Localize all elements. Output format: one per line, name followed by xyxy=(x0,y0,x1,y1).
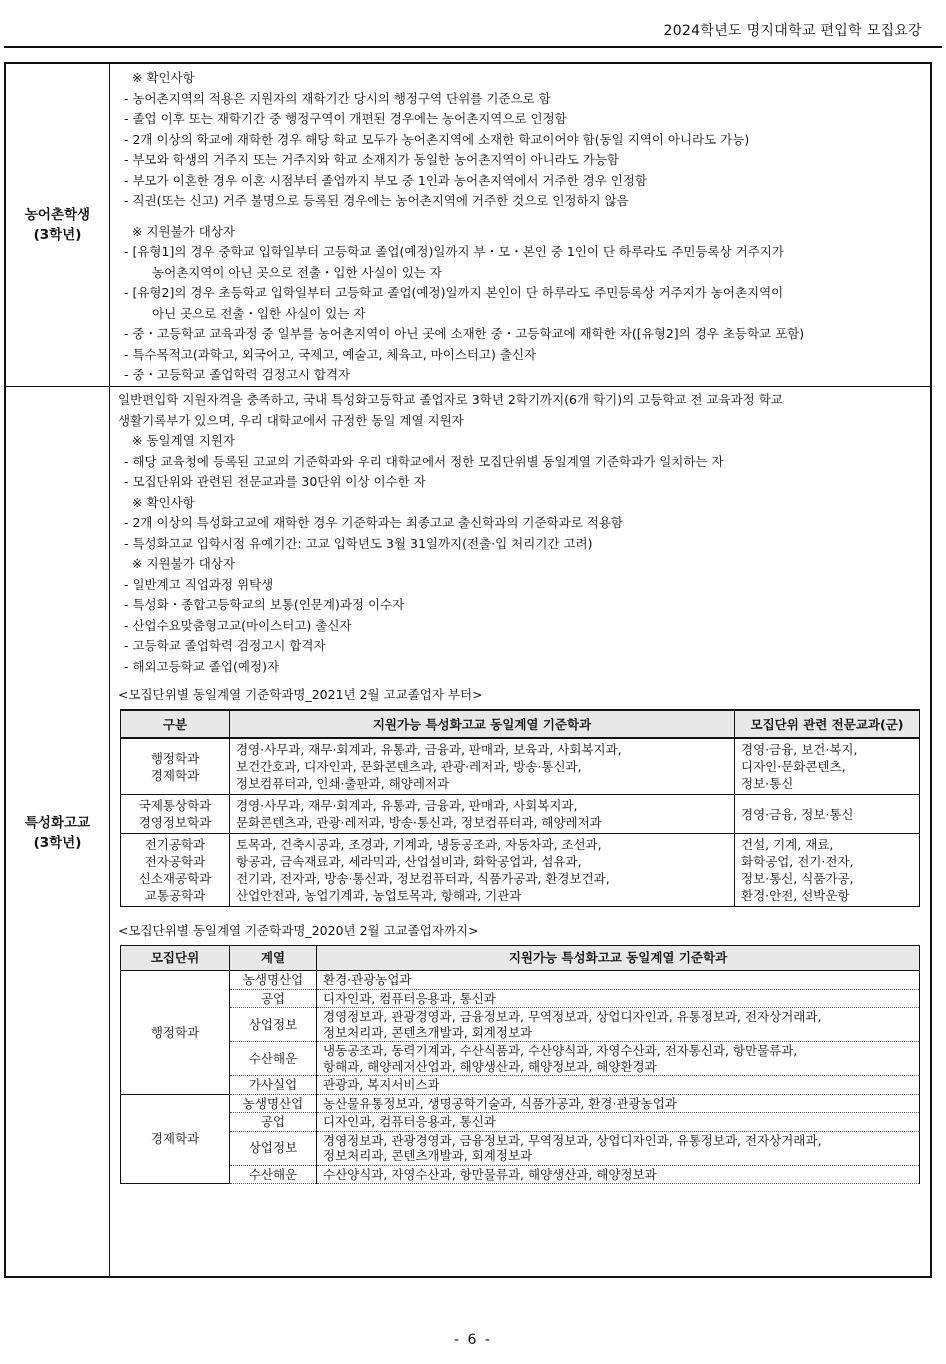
special-confirm-item: - 2개 이상의 특성화고교에 재학한 경우 기준학과는 최종고교 출신학과의 기준학과로 적용함 xyxy=(124,515,623,530)
rural-excluded-item: - [유형1]의 경우 중학교 입학일부터 고등학교 졸업(예정)일까지 부・모・본인 중 1인이 단 하루라도 주민등록상 거주지가 xyxy=(124,244,784,259)
special-excluded-item: - 일반계고 직업과정 위탁생 xyxy=(124,576,274,592)
table2-cell-field: 공업 xyxy=(230,1113,317,1132)
table1-header: 지원가능 특성화고교 동일계열 기준학과 xyxy=(230,710,735,738)
table1-cell-units: 전기공학과 전자공학과 신소재공학과 교통공학과 xyxy=(121,834,230,907)
special-same-item: - 모집단위와 관련된 전문교과를 30단위 이상 이수한 자 xyxy=(124,474,426,489)
rural-label-cell xyxy=(6,64,110,386)
special-excluded-item: - 해외고등학교 졸업(예정)자 xyxy=(124,658,280,674)
table2-header: 계열 xyxy=(230,946,317,971)
table2-cell-field: 상업정보 xyxy=(230,1008,317,1042)
table1-cell-subjects: 건설, 기계, 재료, 화학공업, 전기·전자, 정보·통신, 식품가공, 환경·안전, 선박운항 xyxy=(735,834,920,907)
special-intro: 일반편입학 지원자격을 충족하고, 국내 특성화고등학교 졸업자로 3학년 2학기까지(6개 학기)의 고등학교 전 교육과정 학교 xyxy=(118,392,783,407)
dept-table-2020 xyxy=(120,945,920,1184)
table2-row xyxy=(121,989,920,1008)
table1-row xyxy=(121,795,920,834)
rural-excluded-item: - [유형2]의 경우 초등학교 입학일부터 고등학교 졸업(예정)일까지 본인이 단 하루라도 주민등록상 거주지가 농어촌지역이 xyxy=(124,285,784,300)
rural-label-grade: (3학년) xyxy=(33,227,82,243)
rural-confirm-item: - 농어촌지역의 적용은 지원자의 재학기간 당시의 행정구역 단위를 기준으로 함 xyxy=(124,90,551,106)
table2-row xyxy=(121,1113,920,1132)
table1-cell-units: 국제통상학과 경영정보학과 xyxy=(121,795,230,834)
table1-caption: <모집단위별 동일계열 기준학과명_2021년 2월 고교졸업자 부터> xyxy=(118,687,483,702)
special-excluded-title: ※ 지원불가 대상자 xyxy=(132,556,235,571)
header-rule xyxy=(4,46,942,48)
table1-cell-depts: 토목과, 건축시공과, 조경과, 기계과, 냉동공조과, 자동차과, 조선과, 항공과, 금속재료과, 세라믹과, 산업설비과, 화학공업과, 섬유과, 전기과, 전자과, 방송·통신과, 정보컴퓨터과, 식품가공과, 환경보건과, 산업안전과, 농업기계과, 농업토목과, 항해과, 기관과 xyxy=(230,834,735,907)
table1-cell-units: 행정학과 경제학과 xyxy=(121,738,230,795)
table2-cell-field: 수산해운 xyxy=(230,1165,317,1184)
table2-row xyxy=(121,1008,920,1042)
table2-cell-depts: 냉동공조과, 동력기계과, 수산식품과, 수산양식과, 자영수산과, 전자통신과, 항만물류과, 항해과, 해양레저산업과, 해양생산과, 해양정보과, 해양환경과 xyxy=(317,1042,920,1076)
dept-table-2021 xyxy=(120,709,920,907)
rural-excluded-item: - 특수목적고(과학고, 외국어고, 국제고, 예술고, 체육고, 마이스터고) 출신자 xyxy=(124,346,537,362)
rural-excluded-item-cont: 농어촌지역이 아닌 곳으로 전출・입한 사실이 있는 자 xyxy=(152,264,442,280)
table2-cell-field: 공업 xyxy=(230,989,317,1008)
special-excluded-item: - 특성화・종합고등학교의 보통(인문계)과정 이수자 xyxy=(124,597,405,612)
special-label-grade: (3학년) xyxy=(33,834,82,851)
table2-cell-field: 가사실업 xyxy=(230,1076,317,1095)
rural-confirm-item: - 직권(또는 신고) 거주 불명으로 등록된 경우에는 농어촌지역에 거주한 것으로 인정하지 않음 xyxy=(124,193,629,208)
table2-cell-field: 농생명산업 xyxy=(230,971,317,990)
table1-header: 구분 xyxy=(121,710,230,738)
special-confirm-item: - 특성화고교 입학시점 유예기간: 고교 입학년도 3월 31일까지(전출·입 처리기간 고려) xyxy=(124,535,593,551)
rural-confirm-title: ※ 확인사항 xyxy=(132,70,195,85)
table2-cell-depts: 수산양식과, 자영수산과, 항만물류과, 해양생산과, 해양정보과 xyxy=(317,1165,920,1184)
rural-content xyxy=(118,68,924,386)
table2-cell-depts: 농산물유통정보과, 생명공학기술과, 식품가공과, 환경·관광농업과 xyxy=(317,1094,920,1113)
row-divider xyxy=(6,386,930,387)
table2-row xyxy=(121,1076,920,1095)
rural-excluded-item: - 중・고등학교 교육과정 중 일부를 농어촌지역이 아닌 곳에 소재한 중・고등학교에 재학한 자([유형2]의 경우 초등학교 포함) xyxy=(124,326,805,341)
rural-confirm-item: - 2개 이상의 학교에 재학한 경우 해당 학교 모두가 농어촌지역에 소재한 학교이어야 함(동일 지역이 아니라도 가능) xyxy=(124,131,750,147)
rural-excluded-item-cont: 아닌 곳으로 전출・입한 사실이 있는 자 xyxy=(152,305,366,321)
table1-header: 모집단위 관련 전문교과(군) xyxy=(735,710,920,738)
table2-cell-unit: 경제학과 xyxy=(121,1094,230,1184)
table2-header: 모집단위 xyxy=(121,946,230,971)
special-excluded-item: - 고등학교 졸업학력 검정고시 합격자 xyxy=(124,638,326,653)
special-intro-cont: 생활기록부가 있으며, 우리 대학교에서 규정한 동일 계열 지원자 xyxy=(118,412,464,428)
special-content xyxy=(118,390,924,1184)
page-header-title: 2024학년도 명지대학교 편입학 모집요강 xyxy=(663,23,922,39)
table2-caption: <모집단위별 동일계열 기준학과명_2020년 2월 고교졸업자까지> xyxy=(118,923,479,938)
table2-cell-field: 상업정보 xyxy=(230,1131,317,1165)
special-label-cell xyxy=(6,387,110,1278)
table1-row xyxy=(121,738,920,795)
special-confirm-title: ※ 확인사항 xyxy=(132,494,195,510)
table2-cell-depts: 경영정보과, 관광경영과, 금융정보과, 무역정보과, 상업디자인과, 유통정보과, 전자상거래과, 정보처리과, 콘텐츠개발과, 회계정보과 xyxy=(317,1008,920,1042)
rural-confirm-item: - 부모와 학생의 거주지 또는 거주지와 학교 소재지가 동일한 농어촌지역이 아니라도 가능함 xyxy=(124,152,619,167)
table2-cell-depts: 디자인과, 컴퓨터응용과, 통신과 xyxy=(317,989,920,1008)
table1-cell-subjects: 경영·금융, 정보·통신 xyxy=(735,795,920,834)
rural-confirm-item: - 졸업 이후 또는 재학기간 중 행정구역이 개편된 경우에는 농어촌지역으로 인정함 xyxy=(124,111,567,126)
table2-cell-depts: 관광과, 복지서비스과 xyxy=(317,1076,920,1095)
table2-row xyxy=(121,1042,920,1076)
table2-cell-field: 수산해운 xyxy=(230,1042,317,1076)
rural-excluded-item: - 중・고등학교 졸업학력 검정고시 합격자 xyxy=(124,367,351,382)
table1-cell-depts: 경영·사무과, 재무·회계과, 유통과, 금융과, 판매과, 보육과, 사회복지과, 보건간호과, 디자인과, 문화콘텐츠과, 관광·레저과, 방송·통신과, 정보컴퓨터과, 인쇄·출판과, 해양레저과 xyxy=(230,738,735,795)
rural-excluded-title: ※ 지원불가 대상자 xyxy=(132,223,235,239)
table2-row xyxy=(121,1094,920,1113)
table2-cell-depts: 경영정보과, 관광경영과, 금융정보과, 무역정보과, 상업디자인과, 유통정보과, 전자상거래과, 정보처리과, 콘텐츠개발과, 회계정보과 xyxy=(317,1131,920,1165)
table2-cell-depts: 환경·관광농업과 xyxy=(317,971,920,990)
special-same-item: - 해당 교육청에 등록된 고교의 기준학과와 우리 대학교에서 정한 모집단위별 동일계열 기준학과가 일치하는 자 xyxy=(124,453,724,469)
rural-label: 농어촌학생 xyxy=(24,207,91,223)
table2-row xyxy=(121,1165,920,1184)
table2-cell-field: 농생명산업 xyxy=(230,1094,317,1113)
special-excluded-item: - 산업수요맞춤형고교(마이스터고) 출신자 xyxy=(124,617,352,633)
rural-confirm-item: - 부모가 이혼한 경우 이혼 시점부터 졸업까지 부모 중 1인과 농어촌지역에서 거주한 경우 인정함 xyxy=(124,172,647,188)
table1-cell-subjects: 경영·금융, 보건·복지, 디자인·문화콘텐츠, 정보·통신 xyxy=(735,738,920,795)
table2-cell-depts: 디자인과, 컴퓨터응용과, 통신과 xyxy=(317,1113,920,1132)
table2-cell-unit: 행정학과 xyxy=(121,971,230,1095)
table2-header: 지원가능 특성화고교 동일계열 기준학과 xyxy=(317,946,920,971)
table1-cell-depts: 경영·사무과, 재무·회계과, 유통과, 금융과, 판매과, 사회복지과, 문화콘텐츠과, 관광·레저과, 방송·통신과, 정보컴퓨터과, 해양레저과 xyxy=(230,795,735,834)
table1-row xyxy=(121,834,920,907)
requirements-table xyxy=(4,62,932,1278)
page-number: - 6 - xyxy=(454,1332,492,1348)
table2-row xyxy=(121,1131,920,1165)
table2-row xyxy=(121,971,920,990)
special-same-title: ※ 동일계열 지원자 xyxy=(132,433,235,448)
special-label: 특성화고교 xyxy=(24,814,91,831)
